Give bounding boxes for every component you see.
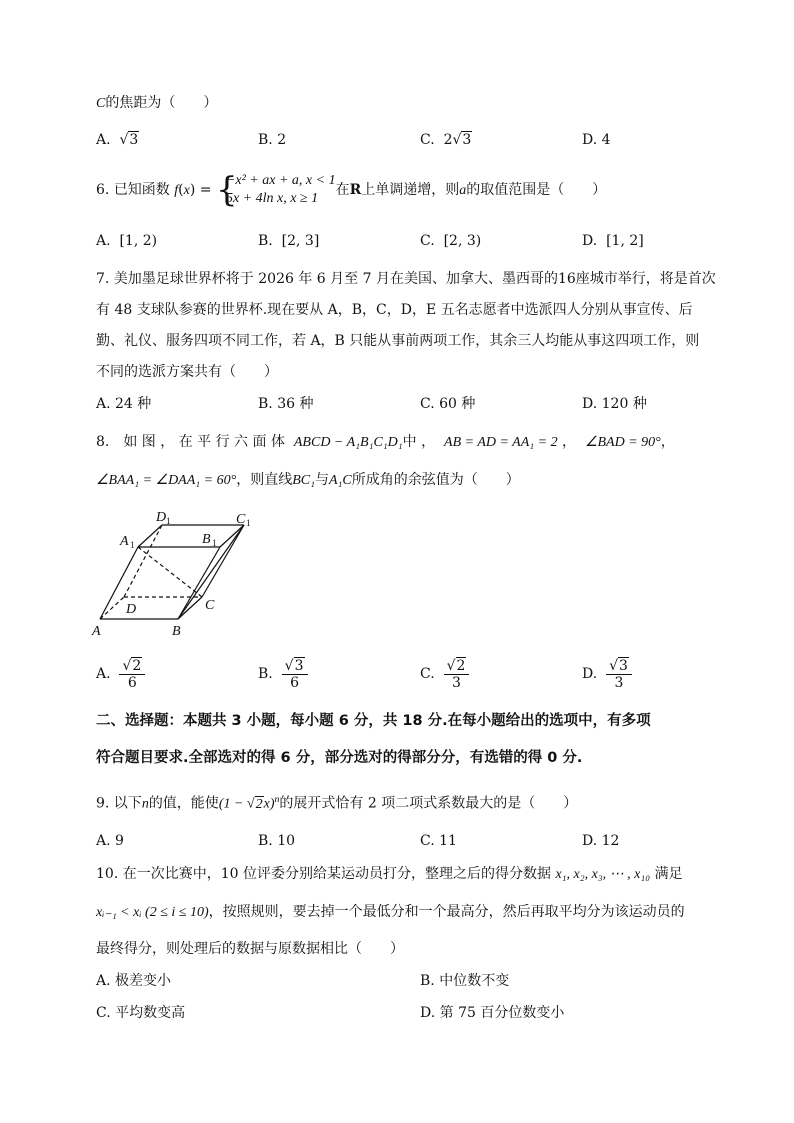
q9-option-c: C. 11 (420, 833, 457, 849)
q7-option-c: C. 60 种 (420, 396, 476, 412)
piecewise-function: { −x² + ax + a, x < 1 5x + 4ln x, x ≥ 1 (215, 170, 336, 210)
q6-option-c: C. [2, 3) (420, 233, 482, 249)
q10-stem-line2: xᵢ₋₁ < xᵢ (2 ≤ i ≤ 10)，按照规则，要去掉一个最低分和一个最高分，然后再取平均分为该运动员的 (96, 904, 685, 920)
q5-option-d: D. 4 (582, 132, 611, 148)
q7-option-d: D. 120 种 (582, 396, 647, 412)
q5-stem-tail: C的焦距为（ ） (96, 95, 218, 111)
label-D1: D (156, 510, 167, 525)
svg-text:1: 1 (212, 538, 217, 548)
q6-stem: 6. 已知函数 f(x) = { −x² + ax + a, x < 1 5x + 4ln x, x ≥ 1 在R上单调递增，则a的取值范围是（ ） (96, 170, 607, 210)
q8-option-a: A. $\frac{√2}{6}$ (96, 656, 145, 692)
q7-option-b: B. 36 种 (258, 396, 314, 412)
q8-option-b: B. $\frac{√3}{6}$ (258, 656, 308, 692)
q10-stem-line3: 最终得分，则处理后的数据与原数据相比（ ） (96, 941, 404, 957)
label-B: B (172, 624, 181, 639)
q6-option-a: A. [1, 2) (96, 233, 158, 249)
q7-stem-line2: 有 48 支球队参赛的世界杯.现在要从 A，B，C，D，E 五名志愿者中选派四人分别从事宣传、后 (96, 302, 693, 318)
svg-text:1: 1 (246, 518, 251, 528)
q8-option-c: C. $\frac{√2}{3}$ (420, 656, 469, 692)
label-A: A (92, 624, 101, 639)
q9-option-b: B. 10 (258, 833, 296, 849)
q5-option-a: A. √3 (96, 132, 139, 148)
q7-stem-line3: 勤、礼仪、服务四项不同工作，若 A，B 只能从事前两项工作，其余三人均能从事这四项工作，则 (96, 333, 700, 349)
q10-option-a: A. 极差变小 (96, 973, 172, 989)
q10-stem-line1: 10. 在一次比赛中，10 位评委分别给某运动员打分，整理之后的得分数据 x₁, x₂, x₃, ⋯ , x₁₀ 满足 (96, 866, 683, 882)
q9-stem: 9. 以下n的值，能使$(1 - √2x)^n$的展开式恰有 2 项二项式系数最大的是（ ） (96, 794, 578, 812)
q5-option-b: B. 2 (258, 132, 287, 148)
q7-option-a: A. 24 种 (96, 396, 152, 412)
label-B1: B (202, 532, 211, 547)
q9-option-d: D. 12 (582, 833, 620, 849)
section-2-heading-line1: 二、选择题：本题共 3 小题，每小题 6 分，共 18 分.在每小题给出的选项中，有多项 (96, 713, 651, 729)
q6-option-b: B. [2, 3] (258, 233, 320, 249)
svg-text:1: 1 (166, 516, 171, 526)
section-2-heading-line2: 符合题目要求.全部选对的得 6 分，部分选对的得部分分，有选错的得 0 分. (96, 750, 583, 766)
parallelepiped-figure (90, 505, 270, 645)
q8-stem-line1: 8. 如 图 ， 在 平 行 六 面 体 ABCD − A₁B₁C₁D₁中 ， AB = AD = AA₁ = 2 ， ∠BAD = 90°， (96, 434, 675, 450)
label-D: D (126, 602, 137, 617)
label-A1: A (120, 534, 129, 549)
q9-option-a: A. 9 (96, 833, 124, 849)
q10-option-d: D. 第 75 百分位数变小 (420, 1005, 565, 1021)
q10-option-c: C. 平均数变高 (96, 1005, 186, 1021)
svg-text:1: 1 (130, 540, 135, 550)
q7-stem-line4: 不同的选派方案共有（ ） (96, 364, 278, 380)
label-C: C (205, 598, 215, 613)
q7-stem-line1: 7. 美加墨足球世界杯将于 2026 年 6 月至 7 月在美国、加拿大、墨西哥的16座城市举行，将是首次 (96, 271, 716, 287)
q6-option-d: D. [1, 2] (582, 233, 644, 249)
q8-option-d: D. $\frac{√3}{3}$ (582, 656, 632, 692)
label-C1: C (236, 512, 246, 527)
q10-option-b: B. 中位数不变 (420, 973, 510, 989)
q5-option-c: C. 2√3 (420, 132, 472, 148)
q8-stem-line2: ∠BAA₁ = ∠DAA₁ = 60°，则直线BC₁与A₁C所成角的余弦值为（ ） (96, 472, 520, 488)
